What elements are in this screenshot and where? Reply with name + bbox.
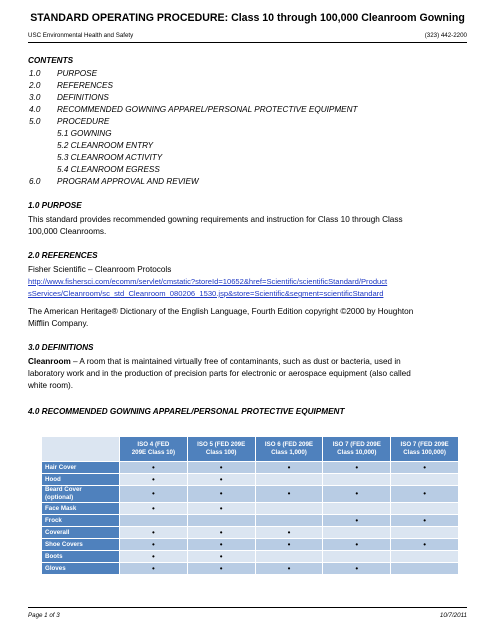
table-row: [42, 474, 459, 486]
reference-dictionary: The American Heritage® Dictionary of the English Language, Fourth Edition copyright ©2000 by Houghton: [28, 307, 414, 316]
iso-class-header-line: 209E Class 10): [131, 449, 176, 456]
requirement-cell: [391, 551, 459, 563]
requirement-cell: [120, 515, 188, 527]
requirement-cell: •: [187, 539, 255, 551]
requirement-cell: •: [120, 503, 188, 515]
requirement-cell: [323, 527, 391, 539]
requirement-cell: •: [120, 563, 188, 575]
requirement-cell: •: [120, 527, 188, 539]
reference-link[interactable]: http://www.fishersci.com/ecomm/servlet/cmstatic?storeId=10652&href=Scientific/scientificStandard/Product: [28, 277, 388, 286]
requirement-cell: [323, 551, 391, 563]
iso-class-header: [120, 437, 188, 462]
toc-number: 2.0: [29, 81, 41, 90]
requirement-cell: •: [391, 539, 459, 551]
requirement-cell: •: [255, 486, 323, 503]
table-row: [42, 539, 459, 551]
table-row: [42, 515, 459, 527]
page-number: Page 1 of 3: [28, 612, 60, 619]
gowning-table-header: [42, 437, 459, 462]
toc-item-label: 5.3 CLEANROOM ACTIVITY: [57, 153, 163, 162]
requirement-cell: [255, 551, 323, 563]
definition-cleanroom: [28, 356, 401, 368]
requirement-cell: [323, 503, 391, 515]
header-blank-cell: [42, 437, 120, 462]
requirement-cell: •: [391, 462, 459, 474]
requirement-cell: •: [120, 551, 188, 563]
apparel-label: [42, 503, 120, 515]
toc-number: 5.0: [29, 117, 41, 126]
table-row: [42, 563, 459, 575]
table-row: [42, 527, 459, 539]
purpose-text-line: 100,000 Cleanrooms.: [28, 227, 107, 236]
iso-class-header-line: Class 100): [205, 449, 237, 456]
requirement-cell: •: [120, 486, 188, 503]
apparel-label-line: Face Mask: [45, 504, 77, 512]
phone-number: (323) 442-2200: [424, 32, 467, 39]
apparel-label-line: Shoe Covers: [45, 540, 83, 548]
definition-text: – A room that is maintained virtually free of contaminants, such as dust or bacteria, used in: [70, 357, 401, 366]
requirement-cell: •: [187, 474, 255, 486]
definition-term: Cleanroom: [28, 357, 71, 366]
requirement-cell: •: [187, 462, 255, 474]
requirement-cell: [391, 563, 459, 575]
contents-heading: CONTENTS: [28, 56, 74, 65]
apparel-label: [42, 563, 120, 575]
requirement-cell: •: [120, 462, 188, 474]
apparel-label-line: (optional): [45, 494, 74, 501]
requirement-cell: [255, 515, 323, 527]
iso-class-header-line: ISO 4 (FED: [137, 441, 170, 448]
requirement-cell: •: [323, 515, 391, 527]
reference-link[interactable]: sServices/Cleanroom/sc_std_Cleanroom_080206_1530.jsp&store=Scientific&segment=scientificStandard: [28, 289, 384, 298]
reference-fisher: Fisher Scientific – Cleanroom Protocols: [28, 265, 172, 274]
toc-item-label: DEFINITIONS: [57, 93, 109, 102]
toc-number: 4.0: [29, 105, 41, 114]
iso-class-header-line: ISO 7 (FED 209E: [400, 441, 449, 448]
definition-text-line: laboratory work and in the production of precision parts for electronic or aerospace equipment (also called: [28, 369, 411, 378]
apparel-label: [42, 539, 120, 551]
requirement-cell: •: [255, 539, 323, 551]
requirement-cell: [323, 474, 391, 486]
table-row: [42, 462, 459, 474]
toc-number: 6.0: [29, 177, 41, 186]
toc-number: 3.0: [29, 93, 41, 102]
apparel-label: [42, 515, 120, 527]
definition-text-line: white room).: [28, 381, 74, 390]
toc-item-label: 5.4 CLEANROOM EGRESS: [57, 165, 160, 174]
apparel-label-line: Gloves: [45, 564, 66, 572]
toc-item-label: PROGRAM APPROVAL AND REVIEW: [57, 177, 199, 186]
toc-item-label: 5.2 CLEANROOM ENTRY: [57, 141, 154, 150]
iso-class-header-line: ISO 6 (FED 209E: [264, 441, 314, 448]
table-row: [42, 551, 459, 563]
table-row: [42, 486, 459, 503]
document-title: STANDARD OPERATING PROCEDURE: Class 10 through 100,000 Cleanroom Gowning: [30, 12, 465, 24]
iso-class-header-line: Class 10,000): [337, 449, 377, 456]
toc-item-label: RECOMMENDED GOWNING APPAREL/PERSONAL PROTECTIVE EQUIPMENT: [57, 105, 358, 114]
iso-class-header: [391, 437, 459, 462]
requirement-cell: •: [187, 527, 255, 539]
document-date: 10/7/2011: [439, 612, 467, 619]
requirement-cell: •: [255, 527, 323, 539]
purpose-text-line: This standard provides recommended gowning requirements and instruction for Class 10 through Class: [28, 215, 403, 224]
apparel-label-line: Hood: [45, 475, 61, 483]
requirement-cell: •: [323, 462, 391, 474]
toc-item-label: PURPOSE: [57, 69, 98, 78]
reference-dictionary: Mifflin Company.: [28, 319, 89, 328]
iso-class-header-line: ISO 5 (FED 209E: [197, 441, 246, 448]
apparel-label-line: Frock: [45, 516, 62, 524]
requirement-cell: [391, 527, 459, 539]
toc-number: 1.0: [29, 69, 41, 78]
apparel-label: [42, 486, 120, 503]
apparel-label: [42, 474, 120, 486]
apparel-label: [42, 462, 120, 474]
requirement-cell: [391, 474, 459, 486]
toc-item-label: REFERENCES: [57, 81, 113, 90]
definitions-heading: 3.0 DEFINITIONS: [28, 343, 94, 352]
requirement-cell: •: [187, 486, 255, 503]
footer-rule: [28, 607, 467, 608]
apparel-label-line: Coverall: [45, 528, 70, 536]
iso-class-header: [187, 437, 255, 462]
requirement-cell: •: [120, 539, 188, 551]
apparel-label-line: Boots: [45, 552, 63, 560]
requirement-cell: •: [391, 486, 459, 503]
table-row: [42, 503, 459, 515]
requirement-cell: •: [323, 539, 391, 551]
requirement-cell: [255, 503, 323, 515]
apparel-label: [42, 527, 120, 539]
requirement-cell: •: [323, 486, 391, 503]
iso-class-header-line: Class 100,000): [403, 449, 446, 456]
requirement-cell: •: [187, 503, 255, 515]
toc-item-label: PROCEDURE: [57, 117, 110, 126]
header-rule: [28, 42, 467, 43]
requirement-cell: •: [391, 515, 459, 527]
requirement-cell: •: [255, 462, 323, 474]
purpose-heading: 1.0 PURPOSE: [28, 201, 82, 210]
iso-class-header-line: ISO 7 (FED 209E: [332, 441, 381, 448]
apparel-label: [42, 551, 120, 563]
apparel-label-line: Hair Cover: [45, 463, 77, 471]
gowning-table: [41, 436, 459, 575]
requirement-cell: •: [187, 563, 255, 575]
requirement-cell: •: [323, 563, 391, 575]
iso-class-header-line: Class 1,000): [271, 449, 307, 456]
gowning-heading: 4.0 RECOMMENDED GOWNING APPAREL/PERSONAL PROTECTIVE EQUIPMENT: [28, 407, 345, 416]
organization-name: USC Environmental Health and Safety: [28, 32, 134, 39]
apparel-label-line: Beard Cover: [45, 486, 82, 493]
toc-item-label: 5.1 GOWNING: [57, 129, 112, 138]
references-heading: 2.0 REFERENCES: [28, 251, 98, 260]
iso-class-header: [323, 437, 391, 462]
iso-class-header: [255, 437, 323, 462]
requirement-cell: [255, 474, 323, 486]
requirement-cell: [187, 515, 255, 527]
requirement-cell: •: [187, 551, 255, 563]
requirement-cell: [391, 503, 459, 515]
requirement-cell: •: [120, 474, 188, 486]
requirement-cell: •: [255, 563, 323, 575]
